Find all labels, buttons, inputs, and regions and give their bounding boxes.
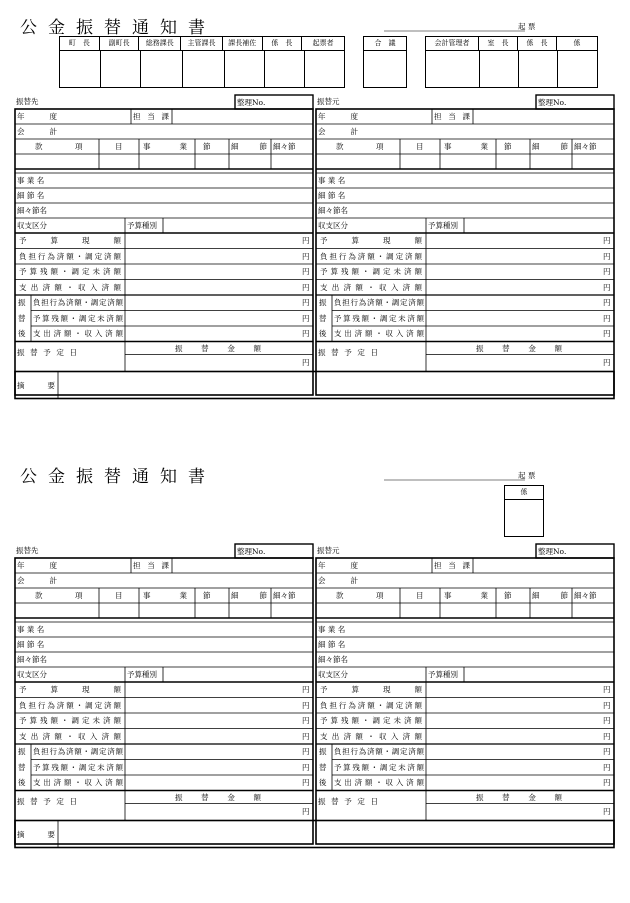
form1-right-head-jigyo: 事 業 bbox=[444, 142, 488, 151]
form1-left-head-moku: 目 bbox=[115, 142, 123, 151]
form1-right-head-moku: 目 bbox=[416, 142, 424, 151]
form2-right-amount-row-label-1: 負担行為済額・調定済額 bbox=[320, 700, 422, 710]
form2-left-after-char-2: 後 bbox=[18, 778, 26, 787]
form1-right-head-setsu: 節 bbox=[504, 142, 512, 151]
form2-left-after-char-1: 替 bbox=[18, 762, 26, 772]
form1-accounting-divider bbox=[479, 50, 480, 87]
form1-right-amount-row-label-6: 支出済額・収入済額 bbox=[334, 329, 424, 338]
form1-accounting-cell-2: 係 長 bbox=[518, 37, 557, 50]
form2-left-header-label: 振替先 bbox=[16, 546, 39, 555]
form1-accounting-cell-0: 会計管理者 bbox=[426, 37, 479, 50]
form2-left-head-moku: 目 bbox=[115, 591, 123, 600]
form1-accounting-cell-1: 室 長 bbox=[479, 37, 518, 50]
form2-left-saisaisetsu-mei-label: 細々節名 bbox=[17, 655, 47, 664]
form2-left-after-char-0: 振 bbox=[18, 747, 26, 756]
form2-left-amount-row-yen-5: 円 bbox=[302, 762, 310, 772]
form2-right-amount-row-yen-4: 円 bbox=[603, 747, 611, 756]
form2-right-amount-row-yen-6: 円 bbox=[603, 778, 611, 787]
form1-approval-cell-1: 副町長 bbox=[100, 37, 140, 50]
form1-approval-cell-2: 総務課長 bbox=[139, 37, 181, 50]
form1-right-amount-row-yen-4: 円 bbox=[603, 298, 611, 307]
form2-left-kaikei-label: 会 計 bbox=[17, 576, 57, 585]
form1-right-amount-row-yen-3: 円 bbox=[603, 282, 611, 292]
form2-right-jigyo-mei-label: 事 業 名 bbox=[318, 625, 346, 634]
form2-kakari-header bbox=[505, 486, 543, 500]
form2-right-amount-row-label-6: 支出済額・収入済額 bbox=[334, 778, 424, 787]
form2-left-yosan-shubetsu-label: 予算種別 bbox=[127, 670, 157, 679]
form1-left-yosan-shubetsu-label: 予算種別 bbox=[127, 221, 157, 230]
form1-right-head-saisetsu: 細 節 bbox=[532, 142, 568, 151]
form1-right-yosan-shubetsu-label: 予算種別 bbox=[428, 221, 458, 230]
form2-left-saisetsu-mei-label: 細 節 名 bbox=[17, 640, 45, 649]
form2-left-jigyo-mei-label: 事 業 名 bbox=[17, 625, 45, 634]
form1-left-tanto-label: 担 当 課 bbox=[133, 112, 169, 121]
form1-left-amount-row-yen-2: 円 bbox=[302, 267, 310, 276]
form1-left-furikae-kingaku-label: 振 替 金 額 bbox=[175, 343, 261, 353]
form1-kiso-label: 起 票 bbox=[518, 22, 536, 31]
form1-audit-cell: 合 議 bbox=[374, 39, 396, 47]
form2-right-yosan-shubetsu-label: 予算種別 bbox=[428, 670, 458, 679]
form2-left-amount-row-yen-6: 円 bbox=[302, 778, 310, 787]
form2-left-amount-row-yen-2: 円 bbox=[302, 716, 310, 725]
form1-left-after-char-0: 振 bbox=[18, 298, 26, 307]
form2-right-furikae-yen: 円 bbox=[603, 806, 611, 816]
form2-left-amount-row-label-6: 支出済額・収入済額 bbox=[33, 778, 123, 787]
form1-left-head-saisaisetsu: 細々節 bbox=[273, 142, 296, 151]
form1-approval-divider bbox=[264, 50, 265, 87]
form1-left-shushi-label: 収支区分 bbox=[17, 221, 47, 230]
form1-left-amount-row-yen-4: 円 bbox=[302, 298, 310, 307]
form1-right-amount-row-label-0: 予 算 現 額 bbox=[320, 236, 422, 245]
form1-accounting-cell-3: 係 bbox=[573, 39, 581, 47]
form2-right-nendo-label: 年 度 bbox=[318, 561, 358, 570]
form1-right-amount-row-yen-5: 円 bbox=[603, 313, 611, 323]
form1-approval-divider bbox=[224, 50, 225, 87]
form2-left-amount-row-label-4: 負担行為済額・調定済額 bbox=[33, 747, 123, 756]
form1-right-amount-row-yen-0: 円 bbox=[603, 236, 611, 245]
form2-right-after-char-1: 替 bbox=[319, 762, 327, 772]
form1-right-shushi-label: 収支区分 bbox=[318, 221, 348, 230]
form2-right-head-moku: 目 bbox=[416, 591, 424, 600]
form2-left-head-saisaisetsu: 細々節 bbox=[273, 591, 296, 600]
form1-right-jigyo-mei-label: 事 業 名 bbox=[318, 176, 346, 185]
form1-accounting-stamp-box bbox=[425, 36, 598, 88]
form2-left-amount-row-label-1: 負担行為済額・調定済額 bbox=[19, 700, 121, 710]
form2-right-head-setsu: 節 bbox=[504, 591, 512, 600]
form1-right-head-kan: 款 bbox=[336, 142, 344, 151]
form2-right-amount-row-label-5: 予算残額・調定未済額 bbox=[334, 762, 424, 772]
form1-approval-cell-0: 町 長 bbox=[60, 37, 100, 50]
form2-right-amount-row-yen-3: 円 bbox=[603, 731, 611, 741]
form1-approval-cell-5: 係 長 bbox=[263, 37, 303, 50]
form1-left-amount-row-yen-3: 円 bbox=[302, 282, 310, 292]
form2-left-furikae-kingaku-label: 振 替 金 額 bbox=[175, 792, 261, 802]
form2-left-tanto-label: 担 当 課 bbox=[133, 561, 169, 570]
form2-right-head-kou: 項 bbox=[376, 591, 384, 600]
form1-tekiyo-label: 摘 要 bbox=[17, 380, 55, 390]
form1-left-header-label: 振替先 bbox=[16, 97, 39, 106]
form2-right-amount-row-label-4: 負担行為済額・調定済額 bbox=[334, 747, 424, 756]
form1-left-after-char-2: 後 bbox=[18, 329, 26, 338]
form1-left-amount-row-label-6: 支出済額・収入済額 bbox=[33, 329, 123, 338]
form1-left-amount-row-label-2: 予算残額・調定未済額 bbox=[19, 267, 121, 276]
form1-right-amount-row-label-5: 予算残額・調定未済額 bbox=[334, 313, 424, 323]
form1-right-amount-row-label-3: 支出済額・収入済額 bbox=[320, 282, 422, 292]
form1-left-jigyo-mei-label: 事 業 名 bbox=[17, 176, 45, 185]
form1-right-amount-row-label-1: 負担行為済額・調定済額 bbox=[320, 251, 422, 261]
form1-right-head-saisaisetsu: 細々節 bbox=[574, 142, 597, 151]
form1-left-amount-row-label-3: 支出済額・収入済額 bbox=[19, 282, 121, 292]
form1-left-head-kou: 項 bbox=[75, 142, 83, 151]
form1-left-amount-row-yen-6: 円 bbox=[302, 329, 310, 338]
form1-right-amount-row-yen-2: 円 bbox=[603, 267, 611, 276]
form1-left-head-kan: 款 bbox=[35, 142, 43, 151]
form1-right-furikae-kingaku-label: 振 替 金 額 bbox=[476, 343, 562, 353]
form2-kakari-cell: 係 bbox=[520, 488, 528, 496]
form2-right-amount-row-label-0: 予 算 現 額 bbox=[320, 685, 422, 694]
form1-audit-stamp-box bbox=[363, 36, 407, 88]
form2-title: 公金振替通知書 bbox=[20, 467, 216, 487]
form2-left-amount-row-label-3: 支出済額・収入済額 bbox=[19, 731, 121, 741]
form1-right-after-char-0: 振 bbox=[319, 298, 327, 307]
form1-approval-stamp-header bbox=[60, 37, 344, 51]
form2-kakari-stamp-box bbox=[504, 485, 544, 537]
form1-approval-divider bbox=[182, 50, 183, 87]
form1-right-furikae-yen: 円 bbox=[603, 357, 611, 367]
form1-right-header-label: 振替元 bbox=[317, 97, 340, 106]
form2-right-head-saisetsu: 細 節 bbox=[532, 591, 568, 600]
form2-right-amount-row-yen-2: 円 bbox=[603, 716, 611, 725]
form2-right-seiri-label: 整理No. bbox=[538, 547, 567, 556]
form2-left-head-kan: 款 bbox=[35, 591, 43, 600]
form1-title: 公金振替通知書 bbox=[20, 18, 216, 38]
form1-left-amount-row-label-5: 予算残額・調定未済額 bbox=[33, 313, 123, 323]
form1-right-amount-row-label-2: 予算残額・調定未済額 bbox=[320, 267, 422, 276]
form1-right-nendo-label: 年 度 bbox=[318, 112, 358, 121]
form2-left-furikae-yotei-label: 振替予定日 bbox=[17, 796, 77, 806]
form1-left-seiri-label: 整理No. bbox=[237, 98, 266, 107]
form2-right-saisetsu-mei-label: 細 節 名 bbox=[318, 640, 346, 649]
form2-left-amount-row-yen-1: 円 bbox=[302, 700, 310, 710]
form2-left-nendo-label: 年 度 bbox=[17, 561, 57, 570]
form1-left-nendo-label: 年 度 bbox=[17, 112, 57, 121]
form2-left-amount-row-label-0: 予 算 現 額 bbox=[19, 685, 121, 694]
form2-right-saisaisetsu-mei-label: 細々節名 bbox=[318, 655, 348, 664]
form1-approval-divider bbox=[140, 50, 141, 87]
form1-right-amount-row-label-4: 負担行為済額・調定済額 bbox=[334, 298, 424, 307]
form1-accounting-header bbox=[426, 37, 597, 51]
form2-right-head-saisaisetsu: 細々節 bbox=[574, 591, 597, 600]
form1-left-saisetsu-mei-label: 細 節 名 bbox=[17, 191, 45, 200]
form1-left-amount-row-label-4: 負担行為済額・調定済額 bbox=[33, 298, 123, 307]
form2-left-seiri-label: 整理No. bbox=[237, 547, 266, 556]
form2-left-furikae-yen: 円 bbox=[302, 806, 310, 816]
form2-kiso-label: 起 票 bbox=[518, 471, 536, 480]
form1-left-amount-row-yen-5: 円 bbox=[302, 313, 310, 323]
form1-accounting-divider bbox=[518, 50, 519, 87]
form1-right-amount-row-yen-1: 円 bbox=[603, 251, 611, 261]
form1-left-head-saisetsu: 細 節 bbox=[231, 142, 267, 151]
form1-left-head-jigyo: 事 業 bbox=[143, 142, 187, 151]
form1-right-after-char-1: 替 bbox=[319, 313, 327, 323]
form1-approval-divider bbox=[304, 50, 305, 87]
form1-right-saisaisetsu-mei-label: 細々節名 bbox=[318, 206, 348, 215]
form2-right-after-char-0: 振 bbox=[319, 747, 327, 756]
form1-left-after-char-1: 替 bbox=[18, 313, 26, 323]
form1-left-furikae-yen: 円 bbox=[302, 357, 310, 367]
form2-right-shushi-label: 収支区分 bbox=[318, 670, 348, 679]
form2-right-furikae-kingaku-label: 振 替 金 額 bbox=[476, 792, 562, 802]
form2-right-amount-row-yen-0: 円 bbox=[603, 685, 611, 694]
form1-left-amount-row-label-0: 予 算 現 額 bbox=[19, 236, 121, 245]
form1-right-seiri-label: 整理No. bbox=[538, 98, 567, 107]
form1-approval-cell-4: 課長補佐 bbox=[223, 37, 263, 50]
form1-left-amount-row-yen-1: 円 bbox=[302, 251, 310, 261]
form1-left-kaikei-label: 会 計 bbox=[17, 127, 57, 136]
form1-left-furikae-yotei-label: 振替予定日 bbox=[17, 347, 77, 357]
form1-left-head-setsu: 節 bbox=[203, 142, 211, 151]
form1-right-saisetsu-mei-label: 細 節 名 bbox=[318, 191, 346, 200]
form2-left-amount-row-label-5: 予算残額・調定未済額 bbox=[33, 762, 123, 772]
form2-left-head-jigyo: 事 業 bbox=[143, 591, 187, 600]
form2-left-head-kou: 項 bbox=[75, 591, 83, 600]
form1-left-amount-row-label-1: 負担行為済額・調定済額 bbox=[19, 251, 121, 261]
form1-approval-cell-3: 主管課長 bbox=[181, 37, 223, 50]
form2-left-head-setsu: 節 bbox=[203, 591, 211, 600]
form1-approval-divider bbox=[100, 50, 101, 87]
form1-audit-header bbox=[364, 37, 406, 51]
form2-right-amount-row-yen-5: 円 bbox=[603, 762, 611, 772]
form2-left-shushi-label: 収支区分 bbox=[17, 670, 47, 679]
form2-left-amount-row-yen-4: 円 bbox=[302, 747, 310, 756]
form2-left-head-saisetsu: 細 節 bbox=[231, 591, 267, 600]
form2-left-amount-row-label-2: 予算残額・調定未済額 bbox=[19, 716, 121, 725]
form1-right-kaikei-label: 会 計 bbox=[318, 127, 358, 136]
form1-right-amount-row-yen-6: 円 bbox=[603, 329, 611, 338]
form2-right-header-label: 振替元 bbox=[317, 546, 340, 555]
form2-right-after-char-2: 後 bbox=[319, 778, 327, 787]
form1-left-amount-row-yen-0: 円 bbox=[302, 236, 310, 245]
form1-left-saisaisetsu-mei-label: 細々節名 bbox=[17, 206, 47, 215]
form2-left-amount-row-yen-0: 円 bbox=[302, 685, 310, 694]
form1-approval-stamp-box bbox=[59, 36, 345, 88]
form2-right-furikae-yotei-label: 振替予定日 bbox=[318, 796, 378, 806]
form1-right-after-char-2: 後 bbox=[319, 329, 327, 338]
form1-right-tanto-label: 担 当 課 bbox=[434, 112, 470, 121]
form2-right-kaikei-label: 会 計 bbox=[318, 576, 358, 585]
form2-right-amount-row-label-2: 予算残額・調定未済額 bbox=[320, 716, 422, 725]
form1-approval-cell-6: 起票者 bbox=[312, 39, 334, 47]
form1-right-head-kou: 項 bbox=[376, 142, 384, 151]
form2-right-head-jigyo: 事 業 bbox=[444, 591, 488, 600]
form2-right-amount-row-label-3: 支出済額・収入済額 bbox=[320, 731, 422, 741]
form1-right-furikae-yotei-label: 振替予定日 bbox=[318, 347, 378, 357]
form2-right-head-kan: 款 bbox=[336, 591, 344, 600]
form2-left-amount-row-yen-3: 円 bbox=[302, 731, 310, 741]
form2-tekiyo-label: 摘 要 bbox=[17, 829, 55, 839]
form1-accounting-divider bbox=[557, 50, 558, 87]
form2-right-tanto-label: 担 当 課 bbox=[434, 561, 470, 570]
form2-right-amount-row-yen-1: 円 bbox=[603, 700, 611, 710]
